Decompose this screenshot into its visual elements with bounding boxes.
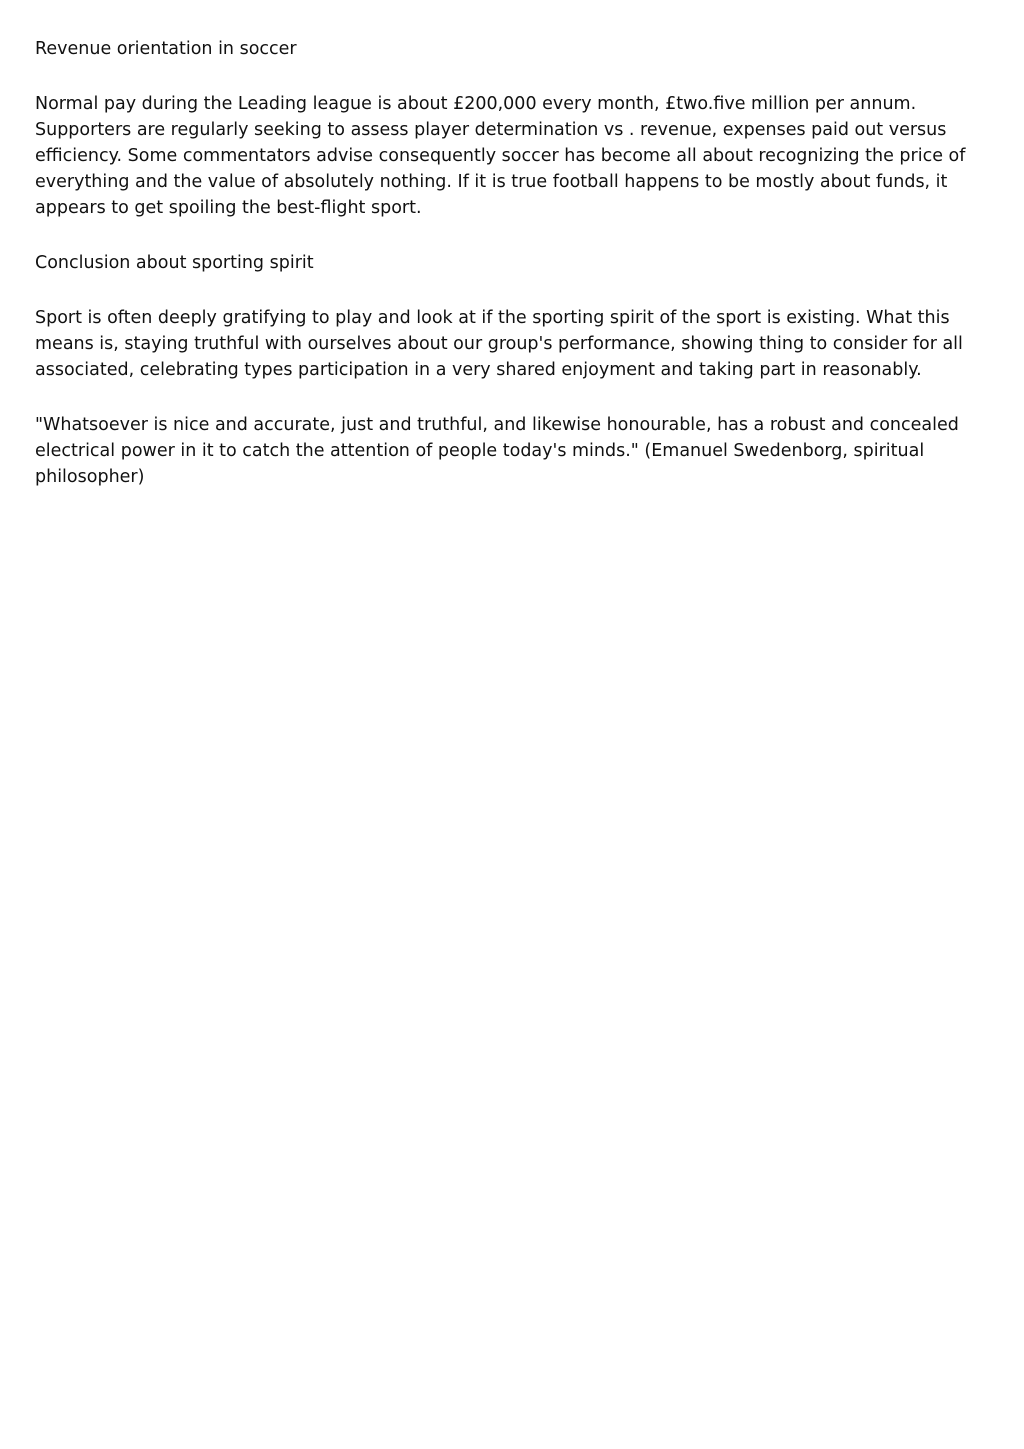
document-page: [35, 36, 995, 519]
section-heading-conclusion: Conclusion about sporting spirit: [35, 253, 314, 273]
paragraph-player-pay: Normal pay during the Leading league is about £200,000 every month, £two.five million per annum. Supporters are regularly seeking to assess player determination vs . revenue, expenses paid out versus efficiency. Some commentators advise consequently soccer has become all about recognizing the price of everything and the value of absolutely nothing. If it is true football happens to be mostly about funds, it appears to get spoiling the best-flight sport.: [35, 94, 966, 218]
quote-swedenborg: "Whatsoever is nice and accurate, just and truthful, and likewise honourable, has a robust and concealed electrical power in it to catch the attention of people today's minds." (Emanuel Swedenborg, spiritual philosopher): [35, 415, 959, 487]
paragraph-sporting-spirit: Sport is often deeply gratifying to play and look at if the sporting spirit of the sport is existing. What this means is, staying truthful with ourselves about our group's performance, showing thing to consider for all associated, celebrating types participation in a very shared enjoyment and taking part in reasonably.: [35, 308, 963, 380]
section-heading-revenue-orientation: Revenue orientation in soccer: [35, 39, 297, 59]
